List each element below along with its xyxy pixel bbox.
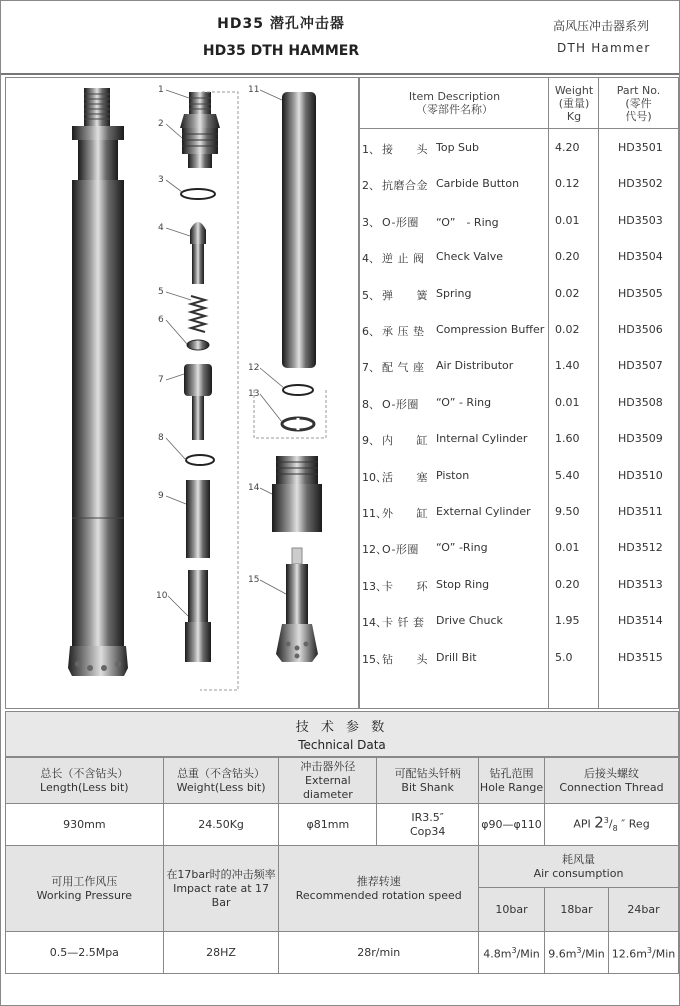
- part-row: [360, 284, 678, 304]
- value-bit-shank: IR3.5″ Cop34: [377, 804, 479, 846]
- series-title-cn: 高风压冲击器系列: [553, 19, 650, 33]
- header-weight: Weight (重量) Kg: [554, 83, 594, 123]
- part-stop-ring: [282, 418, 314, 430]
- callout-1: 1: [158, 85, 164, 95]
- label-rotation: 推荐转速 Recommended rotation speed: [279, 846, 479, 932]
- part-name-en: Carbide Button: [436, 177, 520, 191]
- part-weight: 0.01: [555, 213, 580, 227]
- part-code: HD3502: [618, 177, 663, 191]
- tech-data-table: [5, 757, 679, 974]
- part-name-en: Drive Chuck: [436, 614, 503, 628]
- part-drill-bit: [276, 548, 318, 662]
- parts-table: [359, 77, 679, 709]
- part-number-index: 7、: [362, 361, 380, 375]
- part-name-en: Stop Ring: [436, 577, 490, 591]
- callout-12: 12: [248, 363, 260, 373]
- part-number-index: 12、: [362, 543, 387, 557]
- part-name-cn: 配 气 座: [382, 361, 425, 375]
- label-weight: 总重（不含钻头） Weight(Less bit): [163, 758, 279, 804]
- part-name-cn: 弹 簧: [382, 288, 428, 302]
- label-bit-shank: 可配钻头钎柄 Bit Shank: [377, 758, 479, 804]
- part-number-index: 2、: [362, 179, 380, 193]
- part-name-cn: 接 头: [382, 143, 428, 156]
- part-number-index: 15、: [362, 652, 387, 666]
- part-check-valve: [190, 222, 206, 284]
- tech-header-row-1: [6, 758, 679, 804]
- part-weight: 0.02: [555, 286, 580, 300]
- label-air: 耗风量 Air consumption: [479, 846, 679, 888]
- part-name-en: Top Sub: [436, 141, 479, 154]
- part-name-en: “O” - Ring: [436, 395, 492, 409]
- part-name-en: Internal Cylinder: [436, 432, 528, 446]
- value-diameter: φ81mm: [279, 804, 377, 846]
- callout-8: 8: [158, 433, 164, 443]
- part-name-en: Piston: [436, 468, 470, 482]
- part-code: HD3506: [618, 323, 663, 336]
- part-weight: 0.01: [555, 395, 580, 409]
- part-number-index: 13、: [362, 579, 387, 593]
- part-number-index: 14、: [362, 616, 387, 630]
- part-row: [360, 174, 678, 194]
- part-code: HD3509: [618, 432, 663, 446]
- part-air-distributor: [184, 364, 212, 440]
- part-drive-chuck: [272, 456, 322, 532]
- part-row: [360, 611, 678, 631]
- part-code: HD3503: [618, 213, 663, 227]
- part-code: HD3510: [618, 468, 663, 482]
- part-code: HD3501: [618, 141, 663, 154]
- callout-5: 5: [158, 287, 164, 297]
- part-top-sub: [180, 92, 220, 168]
- tech-header-row-2: [6, 846, 679, 888]
- part-number-index: 5、: [362, 288, 380, 302]
- part-number-index: 8、: [362, 397, 380, 411]
- part-name-en: Check Valve: [436, 250, 504, 264]
- part-row: [360, 466, 678, 486]
- part-weight: 0.20: [555, 577, 580, 591]
- callout-2: 2: [158, 119, 164, 129]
- tech-value-row-1: [6, 804, 679, 846]
- part-number-index: 3、: [362, 215, 380, 229]
- part-row: [360, 538, 678, 558]
- part-row: [360, 575, 678, 595]
- part-name-cn: 外 缸: [382, 507, 428, 520]
- tech-value-row-2: [6, 932, 679, 974]
- part-name-en: Drill Bit: [436, 650, 477, 664]
- part-code: HD3513: [618, 577, 663, 591]
- label-hole-range: 钻孔范围 Hole Range: [479, 758, 545, 804]
- callout-7: 7: [158, 375, 164, 385]
- part-weight: 4.20: [555, 141, 580, 154]
- value-thread: API $2^3/_8$ ″ Reg: [545, 804, 679, 846]
- part-code: HD3512: [618, 541, 663, 555]
- part-piston: [185, 570, 211, 662]
- part-row: [360, 429, 678, 449]
- part-row: [360, 138, 678, 158]
- label-10bar: 10bar: [479, 888, 545, 932]
- part-code: HD3514: [618, 614, 663, 628]
- part-name-en: External Cylinder: [436, 505, 531, 518]
- part-name-cn: 承 压 垫: [382, 325, 425, 338]
- page-title-en: HD35 DTH HAMMER: [202, 43, 360, 59]
- part-number-index: 10、: [362, 470, 387, 484]
- assembled-hammer: [68, 88, 128, 676]
- value-air-24bar: $12.6m^3$/Min: [608, 932, 678, 974]
- part-weight: 9.50: [555, 505, 580, 518]
- tech-data-title: [5, 711, 679, 757]
- callout-4: 4: [158, 223, 164, 233]
- part-name-en: Spring: [436, 286, 472, 300]
- part-name-en: Air Distributor: [436, 359, 514, 373]
- part-row: [360, 356, 678, 376]
- part-internal-cylinder: [186, 480, 210, 558]
- label-thread: 后接头螺纹 Connection Thread: [545, 758, 679, 804]
- part-name-cn: O-形圈: [382, 215, 419, 229]
- label-impact: 在17bar时的冲击频率 Impact rate at 17 Bar: [163, 846, 279, 932]
- value-length: 930mm: [6, 804, 164, 846]
- part-name-en: “O” -Ring: [436, 541, 488, 555]
- callout-10: 10: [156, 591, 168, 601]
- part-external-cylinder: [282, 92, 316, 368]
- part-weight: 1.95: [555, 614, 580, 628]
- part-weight: 0.12: [555, 177, 580, 191]
- part-weight: 1.40: [555, 359, 580, 373]
- part-row: [360, 502, 678, 522]
- hammer-illustration: [6, 78, 358, 708]
- value-hole-range: φ90—φ110: [479, 804, 545, 846]
- part-code: HD3508: [618, 395, 663, 409]
- part-weight: 0.02: [555, 323, 580, 336]
- value-pressure: 0.5—2.5Mpa: [6, 932, 164, 974]
- part-number-index: 9、: [362, 434, 380, 448]
- tech-title-en: Technical Data: [298, 738, 386, 752]
- part-name-en: Compression Buffer: [436, 323, 545, 336]
- label-18bar: 18bar: [545, 888, 609, 932]
- part-name-cn: 卡 环: [382, 579, 428, 593]
- value-rotation: 28r/min: [279, 932, 479, 974]
- part-spring: [191, 296, 205, 332]
- part-o-ring-3: [181, 189, 215, 199]
- value-weight: 24.50Kg: [163, 804, 279, 846]
- part-row: [360, 247, 678, 267]
- part-name-cn: 卡 钎 套: [382, 616, 425, 630]
- part-row: [360, 211, 678, 231]
- label-24bar: 24bar: [608, 888, 678, 932]
- part-number-index: 11、: [362, 507, 387, 520]
- part-weight: 5.0: [555, 650, 573, 664]
- page-title-cn: HD35 潜孔冲击器: [217, 16, 345, 32]
- part-weight: 0.01: [555, 541, 580, 555]
- part-number-index: 4、: [362, 252, 380, 266]
- callout-6: 6: [158, 315, 164, 325]
- part-compression-buffer: [187, 340, 209, 350]
- part-o-ring-8: [186, 455, 214, 465]
- part-code: HD3515: [618, 650, 663, 664]
- label-length: 总长（不含钻头） Length(Less bit): [6, 758, 164, 804]
- part-number-index: 1、: [362, 143, 380, 156]
- guide-line-2: [254, 390, 326, 438]
- part-name-en: “O” - Ring: [436, 215, 499, 229]
- part-name-cn: 内 缸: [382, 434, 428, 448]
- leader-lines: [166, 90, 286, 616]
- tech-title-cn: 技 术 参 数: [295, 720, 389, 735]
- callout-3: 3: [158, 175, 164, 185]
- callout-11: 11: [248, 85, 260, 95]
- part-name-cn: O-形圈: [382, 397, 419, 411]
- part-weight: 5.40: [555, 468, 580, 482]
- part-number-index: 6、: [362, 325, 380, 338]
- header: [1, 1, 679, 75]
- part-code: HD3504: [618, 250, 663, 264]
- part-row: [360, 320, 678, 340]
- value-air-10bar: $4.8m^3$/Min: [479, 932, 545, 974]
- part-row: [360, 648, 678, 668]
- callout-14: 14: [248, 483, 260, 493]
- part-o-ring-12: [283, 385, 313, 395]
- callout-13: 13: [248, 389, 260, 399]
- part-code: HD3505: [618, 286, 663, 300]
- part-name-cn: 活 塞: [382, 470, 428, 484]
- value-air-18bar: $9.6m^3$/Min: [545, 932, 609, 974]
- header-item-description: Item Description （零部件名称）: [408, 90, 501, 116]
- part-name-cn: 抗磨合金: [382, 179, 428, 193]
- part-name-cn: O-形圈: [382, 543, 419, 557]
- series-title-en: DTH Hammer: [557, 41, 651, 55]
- part-code: HD3511: [618, 505, 663, 518]
- callout-9: 9: [158, 491, 164, 501]
- exploded-drawing: [5, 77, 359, 709]
- part-name-cn: 钻 头: [382, 652, 428, 666]
- part-weight: 1.60: [555, 432, 580, 446]
- part-name-cn: 逆 止 阀: [382, 252, 425, 266]
- header-part-no: Part No. (零件 代号): [616, 83, 661, 123]
- part-code: HD3507: [618, 359, 663, 373]
- part-row: [360, 393, 678, 413]
- callout-15: 15: [248, 575, 260, 585]
- part-weight: 0.20: [555, 250, 580, 264]
- value-impact: 28HZ: [163, 932, 279, 974]
- label-pressure: 可用工作风压 Working Pressure: [6, 846, 164, 932]
- label-diameter: 冲击器外径 External diameter: [279, 758, 377, 804]
